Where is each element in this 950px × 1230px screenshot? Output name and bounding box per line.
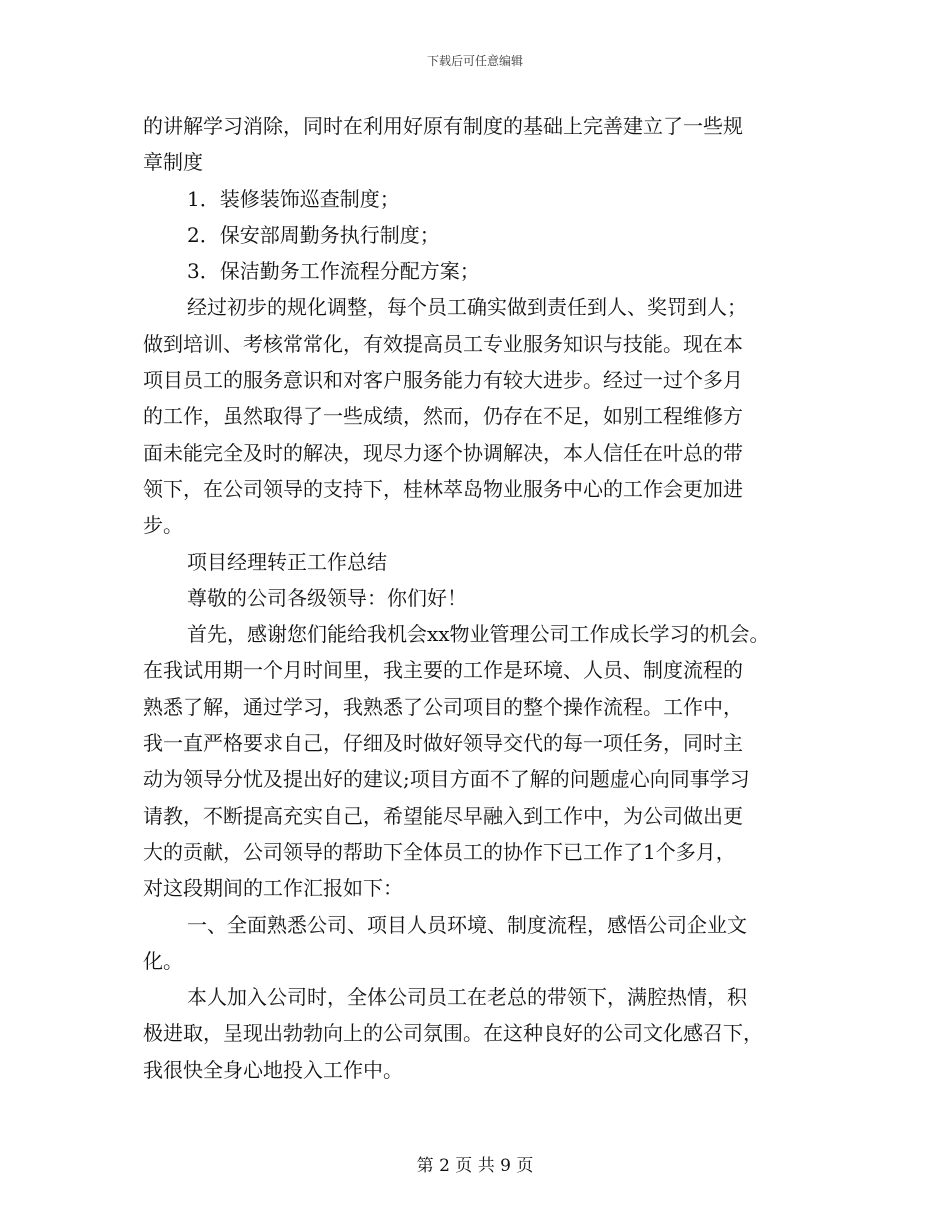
paragraph-line: 首先，感谢您们能给我机会xx物业管理公司工作成长学习的机会。 [187, 622, 770, 647]
text-line: 请教，不断提高充实自己，希望能尽早融入到工作中，为公司做出更 [143, 803, 743, 828]
text-line: 我很快全身心地投入工作中。 [143, 1057, 403, 1082]
text-line: 做到培训、考核常常化，有效提高员工专业服务知识与技能。现在本 [143, 331, 743, 356]
list-item: 3．保洁勤务工作流程分配方案； [187, 259, 480, 284]
text-line: 熟悉了解，通过学习，我熟悉了公司项目的整个操作流程。工作中， [143, 694, 743, 719]
text-line: 我一直严格要求自己，仔细及时做好领导交代的每一项任务，同时主 [143, 731, 743, 756]
text-line: 在我试用期一个月时间里，我主要的工作是环境、人员、制度流程的 [143, 658, 743, 683]
text-line: 的讲解学习消除，同时在利用好原有制度的基础上完善建立了一些规 [143, 114, 743, 138]
paragraph-line: 经过初步的规化调整，每个员工确实做到责任到人、奖罚到人； [187, 295, 747, 320]
text-line: 面未能完全及时的解决，现尽力逐个协调解决，本人信任在叶总的带 [143, 440, 743, 465]
section-heading: 一、全面熟悉公司、项目人员环境、制度流程，感悟公司企业文 [187, 912, 747, 937]
list-item: 1．装修装饰巡查制度； [187, 186, 400, 211]
text-line: 对这段期间的工作汇报如下： [143, 876, 403, 901]
text-line: 领下，在公司领导的支持下，桂林萃岛物业服务中心的工作会更加进 [143, 476, 743, 501]
text-line: 动为领导分忧及提出好的建议;项目方面不了解的问题虚心向同事学习 [143, 767, 750, 792]
text-line: 的工作，虽然取得了一些成绩，然而，仍存在不足，如别工程维修方 [143, 404, 743, 429]
text-line: 项目员工的服务意识和对客户服务能力有较大进步。经过一过个多月 [143, 368, 743, 393]
paragraph-line: 本人加入公司时，全体公司员工在老总的带领下，满腔热情，积 [187, 985, 747, 1010]
text-line: 章制度 [143, 150, 203, 175]
page-number: 第 2 页 共 9 页 [416, 1156, 534, 1176]
text-line: 极进取，呈现出勃勃向上的公司氛围。在这种良好的公司文化感召下， [143, 1021, 763, 1046]
text-line: 大的贡献，公司领导的帮助下全体员工的协作下已工作了1个多月， [143, 839, 736, 864]
text-line: 化。 [143, 948, 183, 973]
page-header-note: 下载后可任意编辑 [426, 54, 523, 68]
document-body [143, 108, 833, 1088]
list-item: 2．保安部周勤务执行制度； [187, 222, 440, 247]
salutation: 尊敬的公司各级领导：你们好！ [187, 585, 467, 610]
text-line: 步。 [143, 513, 183, 538]
section-title: 项目经理转正工作总结 [187, 549, 387, 574]
